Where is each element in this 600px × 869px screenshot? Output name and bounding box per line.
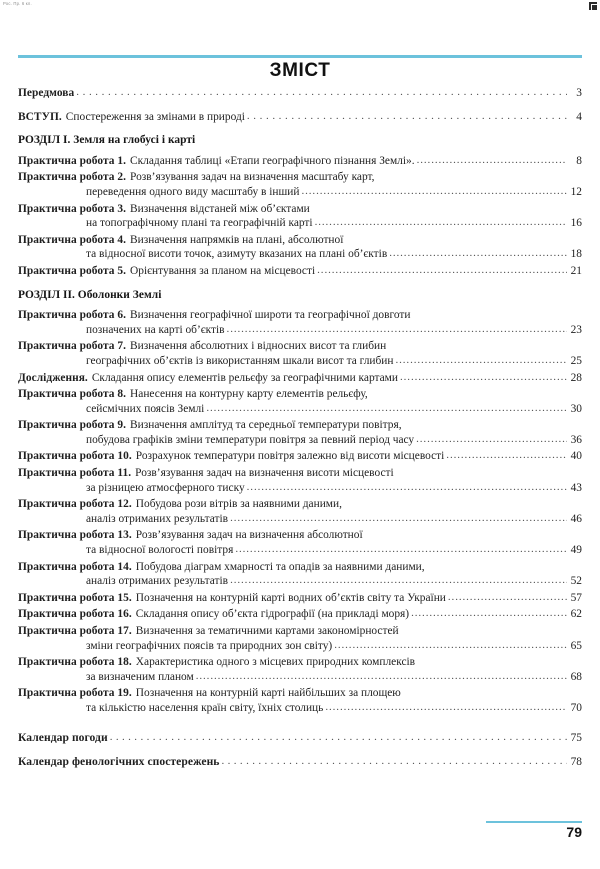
entry-label: Практична робота 16. <box>18 608 132 621</box>
toc-entry-line <box>18 607 582 622</box>
toc-entry-continuation <box>18 323 582 338</box>
entry-description: Складання опису елементів рельєфу за географічними картами <box>91 371 398 384</box>
toc-entry[interactable] <box>18 686 582 715</box>
toc-entry[interactable] <box>18 86 582 101</box>
toc-entry[interactable] <box>18 418 582 447</box>
toc-entry-continuation <box>18 433 582 448</box>
leader-dots <box>247 109 567 124</box>
leader-dots <box>221 754 567 769</box>
entry-page-number: 52 <box>570 575 582 588</box>
entry-description: та кількістю населення країн світу, їхніх столиць <box>86 701 324 714</box>
entry-page-number: 21 <box>570 264 582 277</box>
leader-dots <box>110 730 567 745</box>
toc-entry[interactable] <box>18 371 582 386</box>
entry-label: ВСТУП. <box>18 110 62 123</box>
toc-entry-line <box>18 170 582 185</box>
leader-dots <box>230 573 567 588</box>
toc-entry-line <box>18 339 582 354</box>
toc-entry[interactable] <box>18 497 582 526</box>
toc-entry[interactable] <box>18 202 582 231</box>
leader-dots <box>317 263 567 278</box>
entry-description: географічних об’єктів із використанням шкали висот та глибин <box>86 354 394 367</box>
toc-entry[interactable] <box>18 110 582 125</box>
toc-entry-line <box>18 418 582 433</box>
toc-entry-continuation <box>18 216 582 231</box>
entry-page-number: 78 <box>570 756 582 769</box>
entry-description: та відносної вологості повітря <box>86 544 234 557</box>
entry-description: позначених на карті об’єктів <box>86 323 225 336</box>
toc-entry[interactable] <box>18 264 582 279</box>
entry-description: Розрахунок температури повітря залежно від висоти місцевості <box>135 450 445 463</box>
toc-entry[interactable] <box>18 154 582 169</box>
toc-entry[interactable] <box>18 339 582 368</box>
entry-description: Визначення амплітуд та середньої температури повітря, <box>130 419 402 432</box>
entry-label: Практична робота 15. <box>18 591 132 604</box>
entry-label: Практична робота 11. <box>18 467 132 480</box>
entry-description: Побудова діаграм хмарності та опадів за наявними даними, <box>135 560 425 573</box>
entry-description: Визначення абсолютних і відносних висот та глибин <box>130 340 387 353</box>
entry-description: Нанесення на контурну карту елементів рельєфу, <box>130 388 368 401</box>
entry-page-number: 65 <box>570 639 582 652</box>
toc-entry-line <box>18 591 582 606</box>
entry-description: аналіз отриманих результатів <box>86 575 229 588</box>
entry-description: Визначення відстаней між об’єктами <box>130 202 310 215</box>
toc-entry[interactable] <box>18 624 582 653</box>
entry-description: Розв’язування задач на визначення абсолютної <box>135 529 363 542</box>
entry-page-number: 23 <box>570 323 582 336</box>
entry-label: Практична робота 18. <box>18 656 132 669</box>
entry-label: Практична робота 19. <box>18 687 132 700</box>
entry-description: сейсмічних поясів Землі <box>86 402 205 415</box>
entry-description: Розв’язування задач на визначення висоти місцевості <box>135 467 394 480</box>
leader-dots <box>247 480 567 495</box>
entry-page-number: 57 <box>570 591 582 604</box>
entry-label: Практична робота 8. <box>18 388 127 401</box>
toc-entry-line <box>18 308 582 323</box>
entry-page-number: 28 <box>570 371 582 384</box>
toc-entry-line <box>18 560 582 575</box>
leader-dots <box>389 246 567 261</box>
entry-page-number: 70 <box>570 701 582 714</box>
entry-label: Практична робота 2. <box>18 171 127 184</box>
toc-entry-line <box>18 731 582 746</box>
entry-page-number: 62 <box>570 608 582 621</box>
entry-label: Практична робота 4. <box>18 233 127 246</box>
entry-page-number: 43 <box>570 481 582 494</box>
entry-label: Дослідження. <box>18 371 88 384</box>
entry-label: Практична робота 13. <box>18 529 132 542</box>
entry-description: Визначення за тематичними картами закономірностей <box>135 625 399 637</box>
entry-description: Складання опису об’єкта гідрографії (на прикладі моря) <box>135 608 410 621</box>
toc-entry[interactable] <box>18 591 582 606</box>
leader-dots <box>400 370 567 385</box>
toc-entry[interactable] <box>18 528 582 557</box>
toc-entry-line <box>18 371 582 386</box>
toc-entry-continuation <box>18 481 582 496</box>
table-of-contents <box>18 86 582 780</box>
entry-label: Практична робота 3. <box>18 202 127 215</box>
entry-description: побудова графіків зміни температури повітря за певний період часу <box>86 433 415 446</box>
page-number: 79 <box>566 824 582 840</box>
leader-dots <box>448 590 567 605</box>
toc-entry-continuation <box>18 574 582 589</box>
leader-dots <box>325 700 567 715</box>
entry-description: за визначеним планом <box>86 670 194 683</box>
toc-entry[interactable] <box>18 655 582 684</box>
toc-entry-continuation <box>18 543 582 558</box>
entry-label: Практична робота 5. <box>18 264 127 277</box>
toc-entry-continuation <box>18 639 582 654</box>
toc-entry-line <box>18 202 582 217</box>
entry-page-number: 12 <box>570 185 582 198</box>
entry-description: Позначення на контурній карті найбільших за площею <box>135 687 401 700</box>
leader-dots <box>235 542 567 557</box>
entry-description: Побудова рози вітрів за наявними даними, <box>135 498 342 511</box>
toc-entry[interactable] <box>18 731 582 746</box>
leader-dots <box>416 432 567 447</box>
leader-dots <box>334 638 567 653</box>
toc-entry-line <box>18 387 582 402</box>
toc-entry[interactable] <box>18 560 582 589</box>
toc-entry[interactable] <box>18 449 582 464</box>
toc-entry-line <box>18 466 582 481</box>
entry-description: переведення одного виду масштабу в інший <box>86 185 300 198</box>
entry-description: Позначення на контурній карті водних об’єктів світу та України <box>135 591 446 604</box>
entry-label: Практична робота 6. <box>18 309 127 322</box>
entry-label: Практична робота 14. <box>18 560 132 573</box>
toc-entry-line <box>18 655 582 670</box>
entry-page-number: 68 <box>570 670 582 683</box>
entry-page-number: 4 <box>576 110 582 123</box>
entry-description: Розв’язування задач на визначення масштабу карт, <box>130 171 375 184</box>
entry-description: зміни географічних поясів та природних зон світу) <box>86 639 333 652</box>
entry-description: та відносної висоти точок, азимуту вказаних на плані об’єктів <box>86 248 388 261</box>
toc-entry-line <box>18 497 582 512</box>
toc-entry-line <box>18 233 582 248</box>
toc-entry-continuation <box>18 701 582 716</box>
toc-entry[interactable] <box>18 387 582 416</box>
leader-dots <box>417 153 567 168</box>
entry-page-number: 3 <box>576 87 582 99</box>
entry-description: Орієнтування за планом на місцевості <box>130 264 316 277</box>
toc-entry-continuation <box>18 247 582 262</box>
toc-entry-continuation <box>18 402 582 417</box>
toc-entry[interactable] <box>18 170 582 199</box>
entry-description: на топографічному плані та географічній карті <box>86 217 313 230</box>
entry-description: аналіз отриманих результатів <box>86 512 229 525</box>
title-rule-top <box>18 55 582 58</box>
leader-dots <box>230 511 567 526</box>
entry-label: Практична робота 9. <box>18 419 127 432</box>
toc-entry-continuation <box>18 354 582 369</box>
scan-marginalia-text: Рос. Пр. 6 кл. <box>3 1 32 6</box>
toc-entry[interactable] <box>18 466 582 495</box>
toc-entry-line <box>18 624 582 639</box>
entry-label: Календар фенологічних спостережень <box>18 755 220 769</box>
entry-label: Практична робота 7. <box>18 340 127 353</box>
entry-label: Практична робота 10. <box>18 450 132 463</box>
entry-page-number: 30 <box>570 402 582 415</box>
entry-page-number: 49 <box>570 544 582 557</box>
entry-page-number: 36 <box>570 433 582 446</box>
toc-entry[interactable] <box>18 755 582 770</box>
leader-dots <box>301 184 567 199</box>
folio-rule <box>486 821 582 823</box>
toc-entry[interactable] <box>18 308 582 337</box>
leader-dots <box>446 448 567 463</box>
toc-entry-continuation <box>18 185 582 200</box>
entry-description: Характеристика одного з місцевих природних комплексів <box>135 656 416 669</box>
entry-description: за різницею атмосферного тиску <box>86 481 245 494</box>
toc-entry-line <box>18 110 582 125</box>
section-heading: РОЗДІЛ ІІ. Оболонки Землі <box>18 288 162 301</box>
toc-entry-line <box>18 755 582 770</box>
entry-page-number: 8 <box>576 154 582 167</box>
toc-entry-line <box>18 686 582 701</box>
leader-dots <box>196 669 567 684</box>
leader-dots <box>227 322 567 337</box>
entry-page-number: 25 <box>570 354 582 367</box>
toc-entry-line <box>18 154 582 169</box>
entry-description: Визначення географічної широти та географічної довготи <box>130 309 411 322</box>
entry-page-number: 46 <box>570 512 582 525</box>
entry-label: Практична робота 17. <box>18 625 132 637</box>
section-heading: РОЗДІЛ І. Земля на глобусі і карті <box>18 134 196 147</box>
entry-page-number: 75 <box>570 731 582 744</box>
toc-entry-continuation <box>18 670 582 685</box>
toc-entry[interactable] <box>18 607 582 622</box>
entry-description: Складання таблиці «Етапи географічного пізнання Землі». <box>130 154 415 167</box>
entry-label: Практична робота 1. <box>18 154 127 167</box>
entry-label: Передмова <box>18 87 75 99</box>
entry-page-number: 40 <box>570 450 582 463</box>
leader-dots <box>411 606 567 621</box>
leader-dots <box>206 401 567 416</box>
entry-label: Практична робота 12. <box>18 498 132 511</box>
toc-entry-line <box>18 449 582 464</box>
entry-page-number: 18 <box>570 248 582 261</box>
page-title: ЗМІСТ <box>269 60 331 81</box>
entry-page-number: 16 <box>570 217 582 230</box>
toc-entry[interactable] <box>18 233 582 262</box>
toc-entry-line <box>18 528 582 543</box>
entry-description: Визначення напрямків на плані, абсолютної <box>130 233 344 246</box>
toc-entry-continuation <box>18 512 582 527</box>
entry-label: Календар погоди <box>18 730 108 744</box>
leader-dots <box>395 353 567 368</box>
leader-dots <box>315 215 567 230</box>
leader-dots <box>76 85 567 100</box>
toc-entry-line <box>18 86 582 101</box>
entry-description: Спостереження за змінами в природі <box>65 110 245 123</box>
toc-entry-line <box>18 264 582 279</box>
